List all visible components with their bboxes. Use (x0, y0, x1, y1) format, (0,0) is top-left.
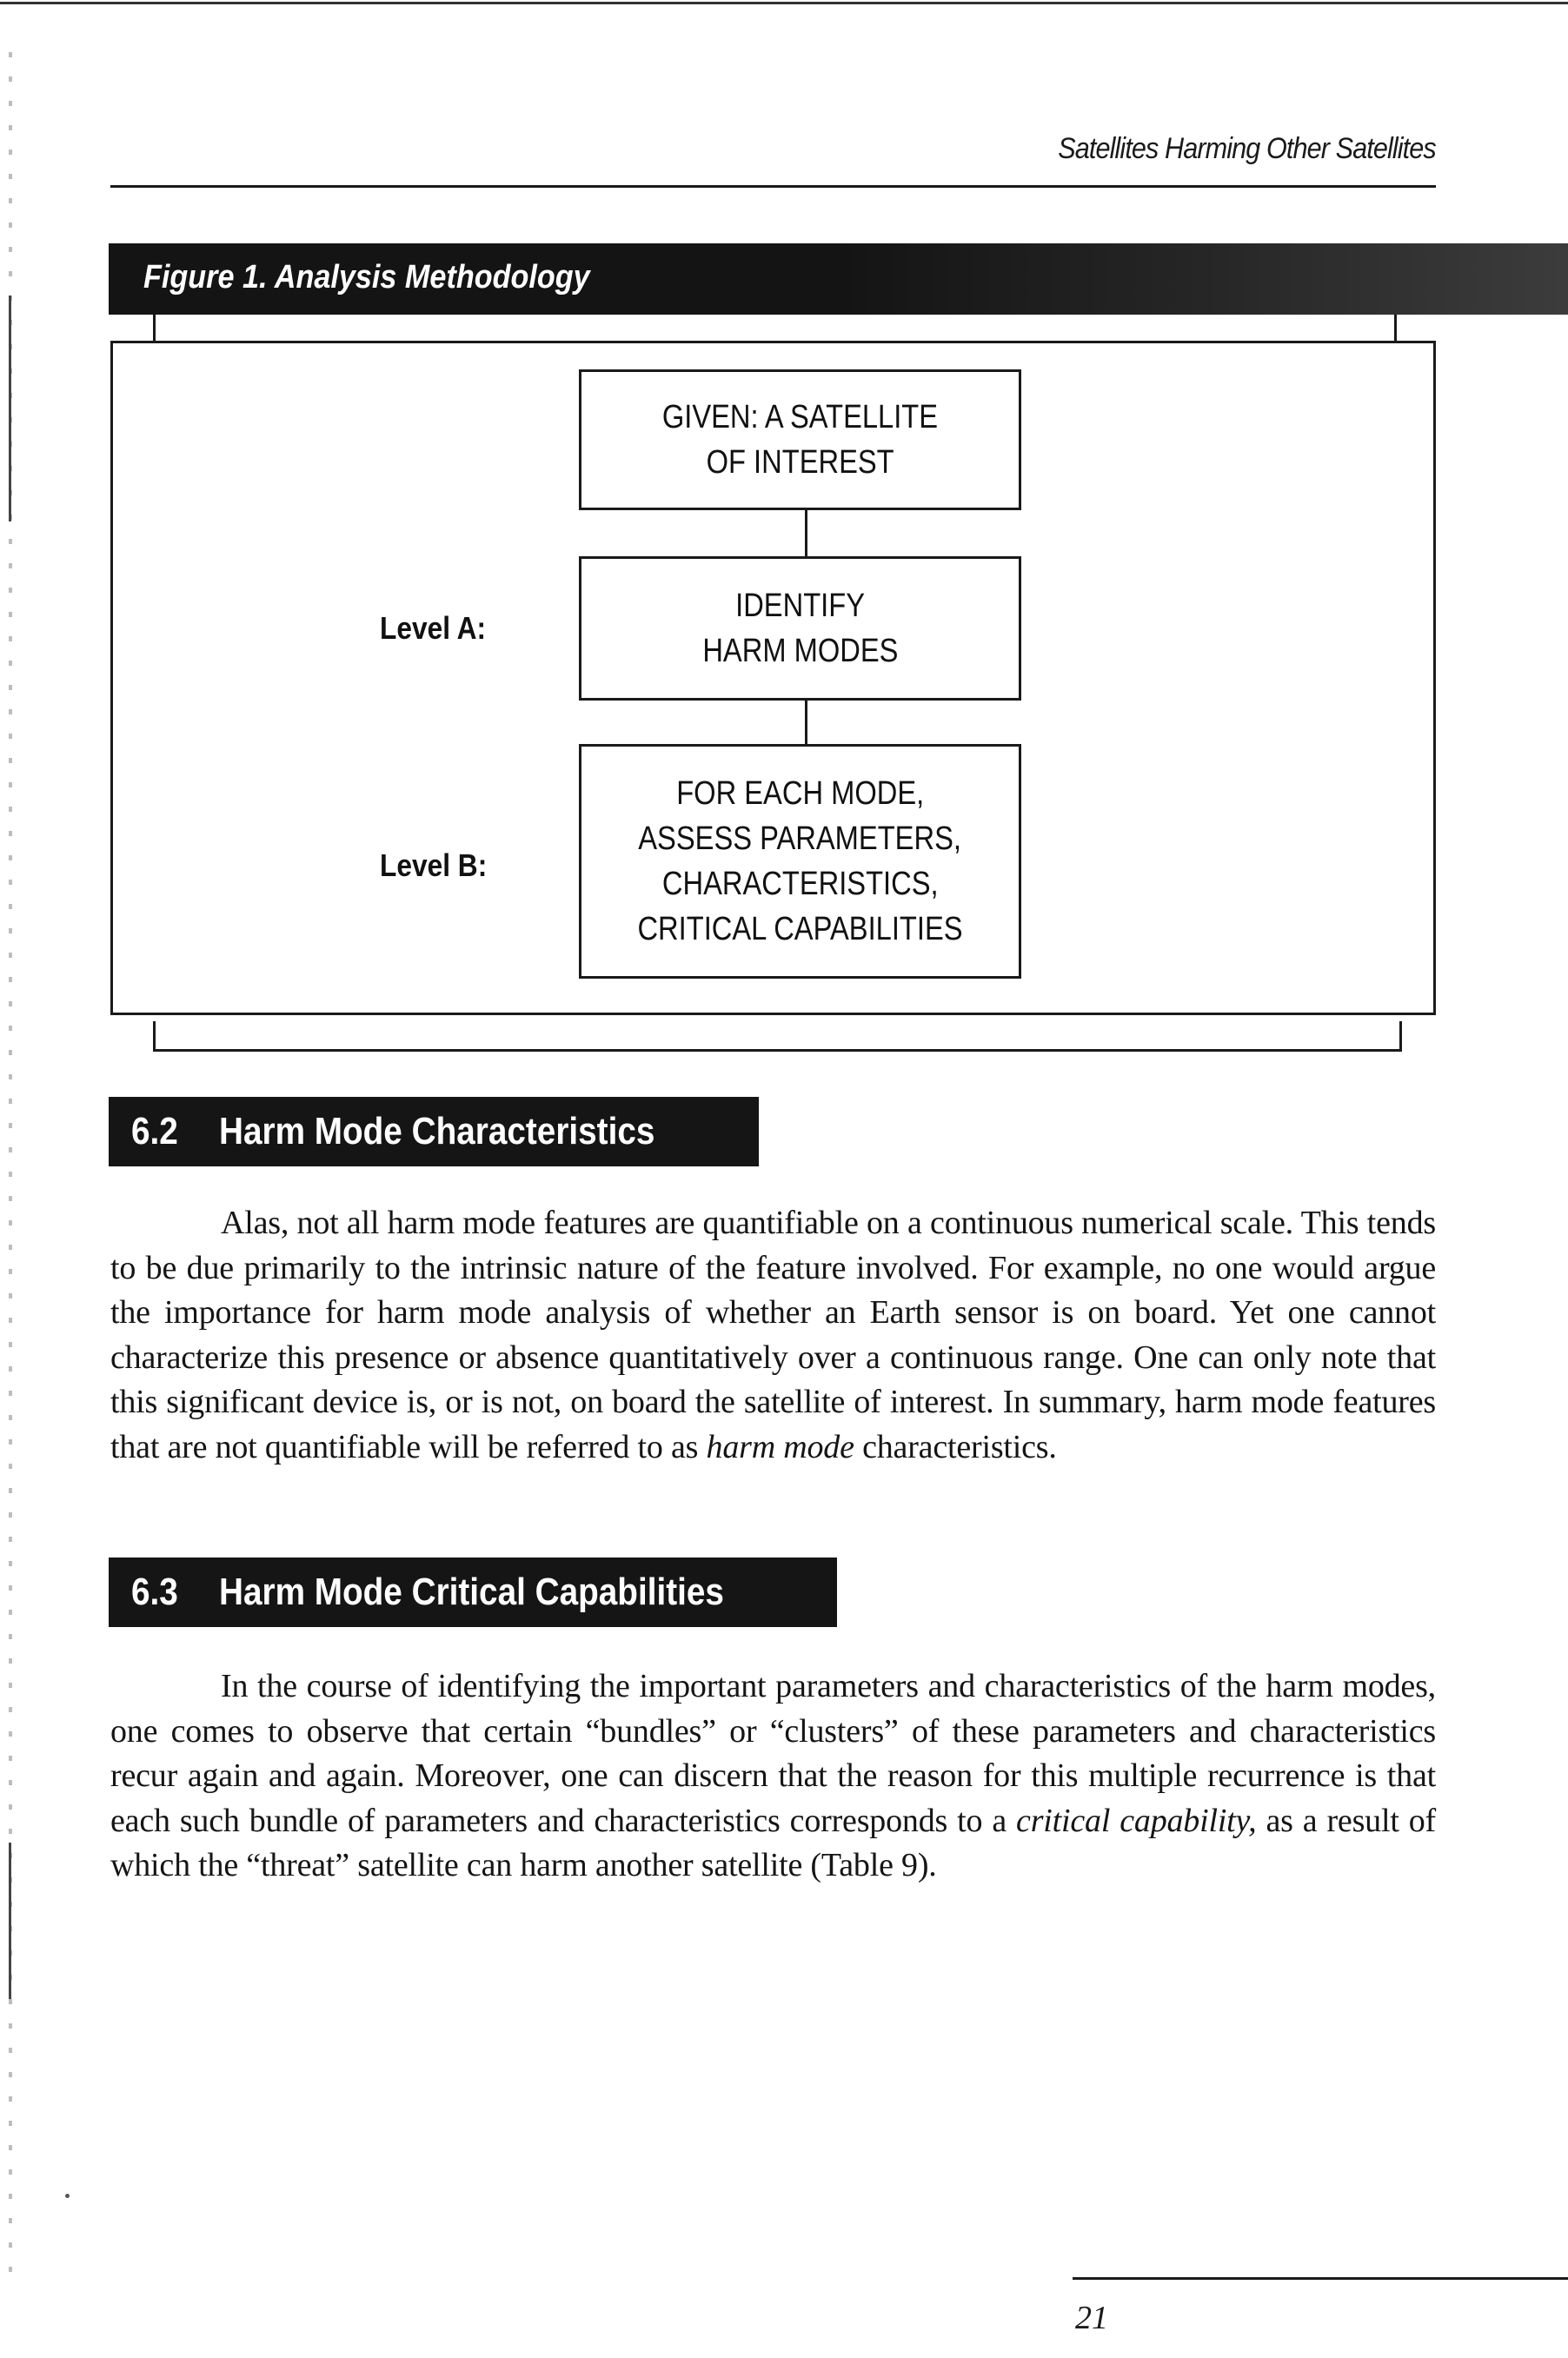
flow-box-identify (579, 556, 1021, 701)
flow-box-line: ASSESS PARAMETERS, (638, 820, 962, 857)
section-title: Harm Mode Critical Capabilities (219, 1571, 725, 1613)
paragraph-text: In the course of identifying the important parameters and characteristics of the harm modes, one comes to observe that certain “bundles” or “clusters” of these parameters and characteristics recur again and again. Moreover, one can discern that the reason for this multiple recurrence is that each such bundle of parameters and characteristics corresponds to a (110, 1668, 1436, 1839)
section-6-2-paragraph (110, 1201, 1436, 1470)
flow-box-line: GIVEN: A SATELLITE (661, 399, 939, 435)
flow-box-line: CHARACTERISTICS, (661, 866, 939, 902)
italic-term: critical capability, (1016, 1802, 1257, 1839)
section-6-3-paragraph (110, 1664, 1436, 1889)
frame-tick-left (153, 315, 156, 341)
section-heading-6-3 (109, 1558, 837, 1627)
flow-connector (805, 701, 807, 744)
scan-edge-bar (9, 1843, 11, 1999)
paragraph-text: as a result of which the “threat” satellite can harm another satellite (Table 9). (110, 1802, 1436, 1883)
scan-speck (65, 2194, 70, 2198)
page-number: 21 (1075, 2300, 1108, 2336)
section-heading-6-2 (109, 1097, 759, 1166)
flow-box-assess (579, 744, 1021, 979)
header-rule (110, 185, 1436, 188)
footer-rule (1073, 2277, 1568, 2280)
level-b-label: Level B: (380, 847, 488, 883)
running-header: Satellites Harming Other Satellites (1058, 132, 1436, 165)
flow-box-line: IDENTIFY (735, 588, 865, 624)
section-title: Harm Mode Characteristics (219, 1110, 655, 1152)
flow-box-line: FOR EACH MODE, (675, 775, 925, 812)
flow-box-line: OF INTEREST (706, 444, 894, 481)
flow-box-line: CRITICAL CAPABILITIES (637, 911, 963, 947)
section-number: 6.2 (131, 1110, 178, 1152)
paragraph-text: characteristics. (854, 1428, 1057, 1465)
italic-term: harm mode (706, 1428, 854, 1465)
flow-box-line: HARM MODES (701, 633, 899, 669)
scan-edge-line (0, 2, 1568, 4)
paragraph-text: Alas, not all harm mode features are quantifiable on a continuous numerical scale. This tends to be due primarily to the intrinsic nature of the feature involved. For example, no one would argue the importance for harm mode analysis of whether an Earth sensor is on board. Yet one cannot characterize this presence or absence quantitatively over a continuous range. One can only note that this significant device is, or is not, on board the satellite of interest. In summary, harm mode features that are not quantifiable will be referred to as (110, 1205, 1436, 1465)
frame-tick-right (1394, 315, 1397, 341)
figure-frame-shadow (153, 1021, 1402, 1052)
section-number: 6.3 (131, 1571, 178, 1613)
figure-title: Figure 1. Analysis Methodology (143, 259, 590, 296)
level-a-label: Level A: (380, 610, 487, 646)
flow-box-given (579, 369, 1021, 510)
flow-connector (805, 510, 807, 556)
scan-edge-bar (9, 296, 11, 521)
